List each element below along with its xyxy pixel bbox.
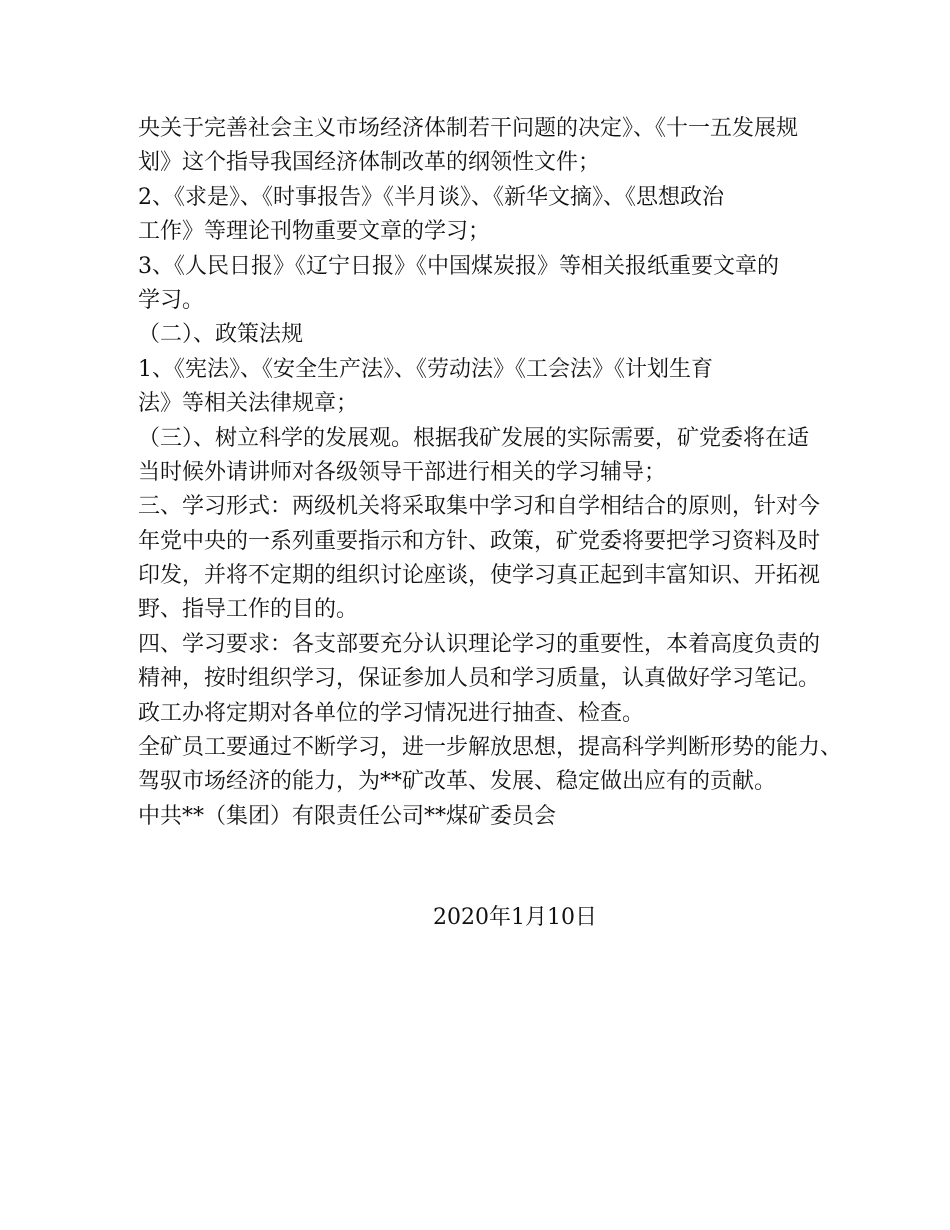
text-line-19: 全矿员工要通过不断学习，进一步解放思想，提高科学判断形势的能力、 <box>138 735 843 761</box>
text-line-2: 划》这个指导我国经济体制改革的纲领性文件； <box>138 150 601 176</box>
text-line-4: 工作》等理论刊物重要文章的学习； <box>138 219 491 245</box>
text-line-10: （三）、树立科学的发展观。根据我矿发展的实际需要，矿党委将在适 <box>138 425 810 451</box>
text-line-11: 当时候外请讲师对各级领导干部进行相关的学习辅导； <box>138 459 667 485</box>
text-line-14: 印发，并将不定期的组织讨论座谈，使学习真正起到丰富知识、开拓视 <box>138 563 821 589</box>
text-line-13: 年党中央的一系列重要指示和方针、政策，矿党委将要把学习资料及时 <box>138 528 821 554</box>
text-line-6: 学习。 <box>138 287 205 313</box>
text-line-5: 3、《人民日报》《辽宁日报》《中国煤炭报》等相关报纸重要文章的 <box>138 253 779 279</box>
text-line-20: 驾驭市场经济的能力，为**矿改革、发展、稳定做出应有的贡献。 <box>138 769 777 795</box>
text-line-15: 野、指导工作的目的。 <box>138 597 359 623</box>
text-line-1: 央关于完善社会主义市场经济体制若干问题的决定》、《十一五发展规 <box>138 116 799 141</box>
document-body <box>138 112 843 834</box>
text-line-9: 法》等相关法律规章； <box>138 391 359 417</box>
text-line-7: （二）、政策法规 <box>138 322 304 348</box>
text-line-8: 1、《宪法》、《安全生产法》、《劳动法》《工会法》《计划生育 <box>138 356 713 382</box>
text-line-3: 2、《求是》、《时事报告》《半月谈》、《新华文摘》、《思想政治 <box>138 184 724 210</box>
text-line-16: 四、学习要求：各支部要充分认识理论学习的重要性，本着高度负责的 <box>138 631 821 657</box>
signature-organization: 中共**（集团）有限责任公司**煤矿委员会 <box>138 803 557 829</box>
text-line-12: 三、学习形式：两级机关将采取集中学习和自学相结合的原则，针对今 <box>138 494 821 520</box>
document-date: 2020年1月10日 <box>433 905 597 930</box>
text-line-18: 政工办将定期对各单位的学习情况进行抽查、检查。 <box>138 700 645 726</box>
text-line-17: 精神，按时组织学习，保证参加人员和学习质量，认真做好学习笔记。 <box>138 666 821 692</box>
